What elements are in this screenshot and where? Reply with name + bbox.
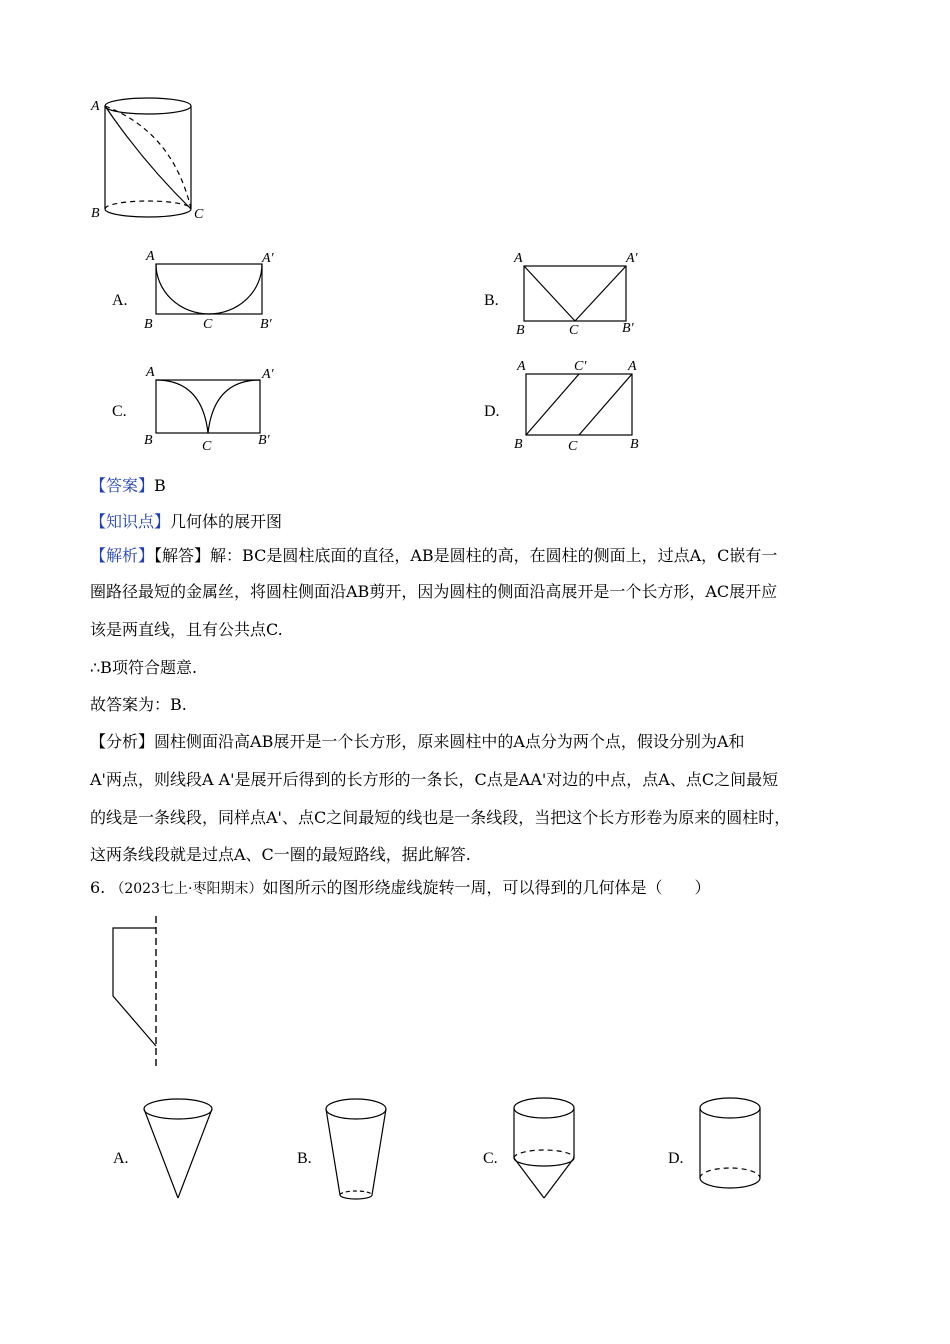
- option-c-letter: C.: [112, 403, 127, 420]
- answer-line: [90, 476, 865, 496]
- option-b-figure: [512, 250, 652, 340]
- answer-tag: 【答案】: [90, 476, 155, 495]
- solution-line-3: 该是两直线，且有公共点C.: [90, 620, 283, 639]
- q6-option-a-letter: A.: [113, 1150, 129, 1167]
- opt-b-label-b: B: [516, 323, 525, 338]
- solution-line-1: [90, 546, 865, 566]
- answer-value: B: [154, 476, 166, 495]
- q6-rotation-figure: [100, 916, 170, 1068]
- opt-a-label-a: A: [146, 249, 155, 264]
- opt-d-label-b2: B: [630, 437, 639, 452]
- q6-option-b-frustum: [322, 1092, 392, 1204]
- opt-a-label-b2: B′: [260, 317, 272, 332]
- fenxi-line-4: 这两条线段就是过点A、C一圈的最短路线，据此解答.: [90, 845, 471, 864]
- knowledge-line: [90, 512, 865, 532]
- solution-line-4: ∴B项符合题意.: [90, 658, 198, 677]
- option-c-figure: [144, 364, 284, 454]
- opt-d-label-a2: A: [628, 359, 637, 374]
- q6-option-c-cylinder-cone: [506, 1094, 586, 1206]
- q6-option-d-letter: D.: [668, 1150, 684, 1167]
- opt-b-label-a2: A′: [626, 251, 638, 266]
- option-a-figure: [144, 248, 284, 338]
- fenxi-tag: 【分析】: [90, 732, 155, 751]
- cylinder-figure: [88, 92, 208, 227]
- option-d-figure: [512, 356, 652, 454]
- q6-number: 6.: [90, 878, 106, 897]
- solution-line-5: 故答案为：B.: [90, 695, 187, 714]
- q6-option-c-letter: C.: [483, 1150, 498, 1167]
- option-d-letter: D.: [484, 403, 500, 420]
- q6-option-b-letter: B.: [297, 1150, 312, 1167]
- fenxi-text-1: 圆柱侧面沿高AB展开是一个长方形，原来圆柱中的A点分为两个点，假设分别为A和: [154, 732, 745, 751]
- opt-c-label-a2: A′: [262, 367, 274, 382]
- solution-text-1: 【解答】解：BC是圆柱底面的直径，AB是圆柱的高，在圆柱的侧面上，过点A，C嵌有一: [154, 546, 778, 565]
- q6-option-d-cylinder: [692, 1094, 772, 1206]
- opt-c-label-c: C: [202, 439, 212, 454]
- opt-c-label-b: B: [144, 433, 153, 448]
- opt-b-label-b2: B′: [622, 321, 634, 336]
- label-a: A: [91, 99, 100, 114]
- opt-c-label-a: A: [146, 365, 155, 380]
- opt-a-label-b: B: [144, 317, 153, 332]
- opt-d-label-c: C: [568, 439, 578, 454]
- fenxi-line-3: 的线是一条线段，同样点A'、点C之间最短的线也是一条线段，当把这个长方形卷为原来的圆柱时，: [90, 808, 791, 827]
- opt-d-label-a: A: [517, 359, 526, 374]
- q6-text: 如图所示的图形绕虚线旋转一周，可以得到的几何体是（ ）: [262, 878, 711, 897]
- q6-option-a-cone: [140, 1092, 220, 1204]
- opt-c-label-b2: B′: [258, 433, 270, 448]
- fenxi-line-1: [90, 732, 865, 752]
- opt-a-label-c: C: [203, 317, 213, 332]
- analysis-tag: 【解析】: [90, 546, 155, 565]
- opt-d-label-b: B: [514, 437, 523, 452]
- label-b: B: [91, 206, 100, 221]
- option-a-letter: A.: [112, 292, 128, 309]
- knowledge-value: 几何体的展开图: [170, 512, 283, 531]
- option-b-letter: B.: [484, 292, 499, 309]
- opt-d-label-c2: C′: [574, 359, 587, 374]
- q6-source: （2023七上·枣阳期末）: [110, 881, 263, 897]
- opt-a-label-a2: A′: [262, 251, 274, 266]
- opt-b-label-c: C: [569, 323, 579, 338]
- label-c: C: [194, 207, 204, 222]
- q6-stem: [90, 878, 865, 899]
- opt-b-label-a: A: [514, 251, 523, 266]
- knowledge-tag: 【知识点】: [90, 512, 171, 531]
- fenxi-line-2: A'两点，则线段A A'是展开后得到的长方形的一条长，C点是AA'对边的中点，点A、点C之间最短: [90, 770, 779, 789]
- solution-line-2: 圈路径最短的金属丝，将圆柱侧面沿AB剪开，因为圆柱的侧面沿高展开是一个长方形，AC展开应: [90, 582, 778, 601]
